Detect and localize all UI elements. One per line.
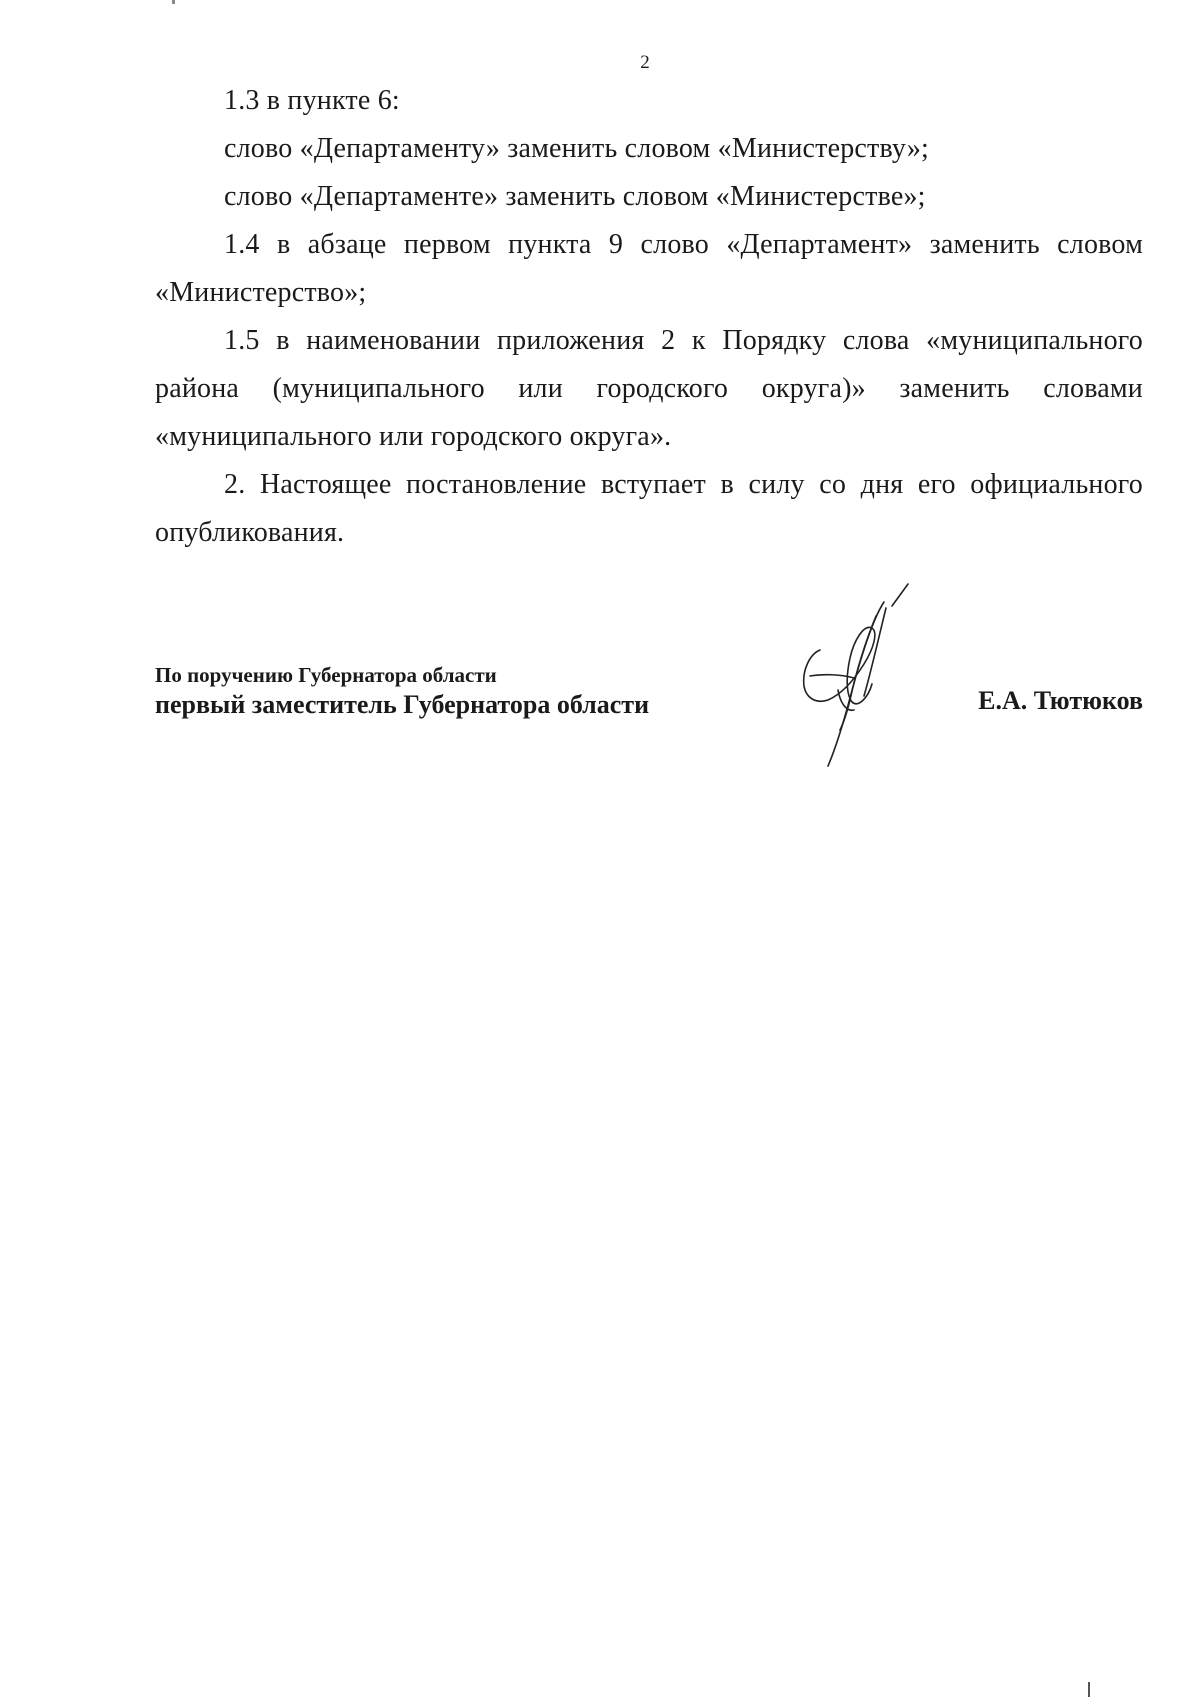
paragraph-2: 2. Настоящее постановление вступает в силу со дня его официального опубликования. <box>155 469 1143 548</box>
paragraph-1-3: 1.3 в пункте 6: <box>224 85 400 116</box>
signatory-title-line1: По поручению Губернатора области <box>155 663 497 687</box>
paragraph-replace-departamentu: слово «Департаменту» заменить словом «Министерству»; <box>224 133 930 164</box>
handwritten-signature <box>780 580 930 770</box>
paragraph-1-4: 1.4 в абзаце первом пункта 9 слово «Департамент» заменить словом «Министерство»; <box>155 229 1143 308</box>
document-body <box>155 77 1143 557</box>
paragraph-replace-departamente: слово «Департаменте» заменить словом «Министерстве»; <box>224 181 926 212</box>
page-number: 2 <box>640 52 650 73</box>
paragraph-1-5: 1.5 в наименовании приложения 2 к Порядку слова «муниципального района (муниципального или городского округа)» заменить словами «муниципального или городского округа». <box>155 325 1143 452</box>
scan-edge-mark <box>172 0 175 4</box>
signatory-title-line2: первый заместитель Губернатора области <box>155 690 650 719</box>
signatory-name: Е.А. Тютюков <box>978 686 1143 715</box>
signatory-title <box>155 662 649 722</box>
scan-corner-mark <box>1088 1682 1090 1697</box>
